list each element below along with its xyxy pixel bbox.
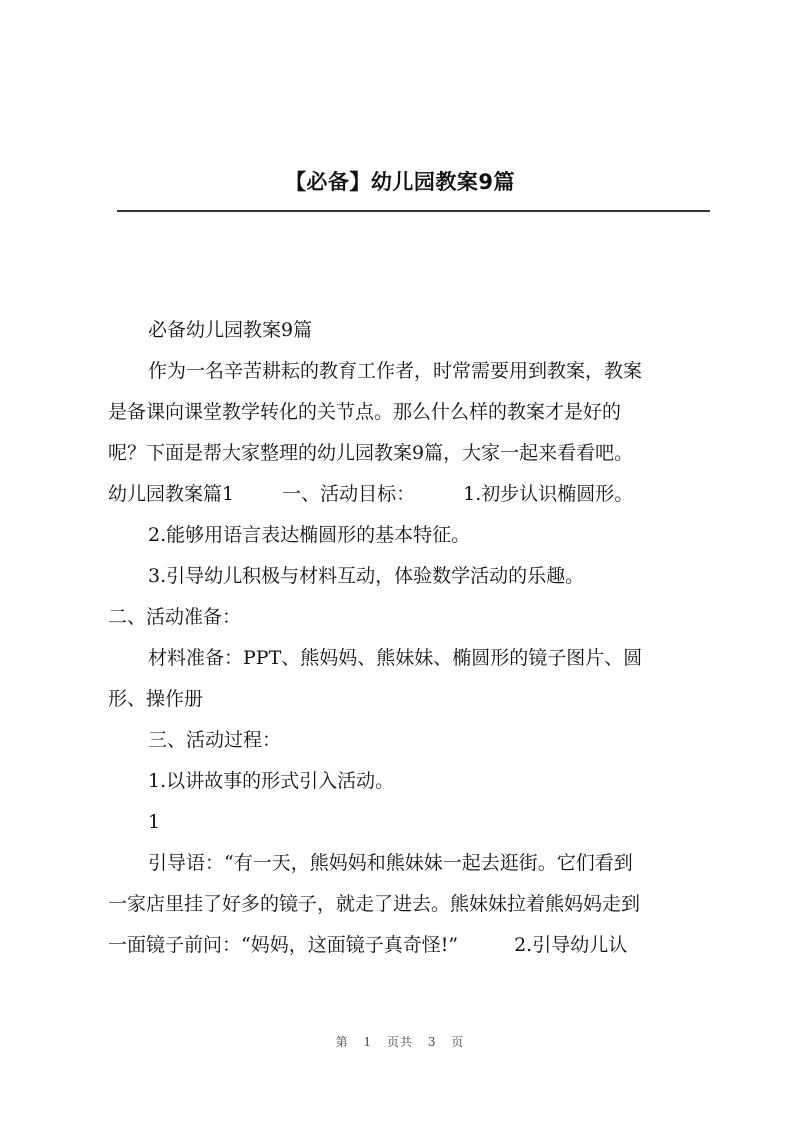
- body-line: 2.引导幼儿认: [514, 934, 628, 956]
- body-line: 1.以讲故事的形式引入活动。: [148, 770, 395, 792]
- footer-page-word: 第: [335, 1035, 349, 1049]
- body-line-split: [108, 927, 712, 968]
- body-line: 2.能够用语言表达椭圆形的基本特征。: [148, 524, 471, 546]
- body-line: 材料准备：PPT、熊妈妈、熊妹妹、椭圆形的镜子图片、圆: [148, 647, 643, 669]
- lesson-heading: 幼儿园教案篇1: [108, 483, 235, 505]
- body-line: 引导语：“有一天，熊妈妈和熊妹妹一起去逛街。它们看到: [148, 852, 633, 874]
- section-heading: 一、活动目标：: [282, 483, 416, 505]
- body-line: 是备课向课堂教学转化的关节点。那么什么样的教案才是好的: [108, 401, 622, 423]
- title-divider: [117, 210, 710, 212]
- footer-page-number: 1: [363, 1035, 373, 1049]
- body-line: 呢？下面是帮大家整理的幼儿园教案9篇，大家一起来看看吧。: [108, 442, 634, 464]
- document-body: [108, 312, 712, 968]
- body-line: 作为一名辛苦耕耘的教育工作者，时常需要用到教案，教案: [148, 360, 643, 382]
- body-line: 必备幼儿园教案9篇: [148, 319, 313, 341]
- section-heading: 三、活动过程：: [148, 729, 282, 751]
- footer-total-pages: 3: [427, 1035, 437, 1049]
- section-heading: 二、活动准备：: [108, 606, 242, 628]
- body-line: 一面镜子前问：“妈妈，这面镜子真奇怪!”: [108, 934, 459, 956]
- body-line: 1.初步认识椭圆形。: [463, 483, 634, 505]
- page-footer: [0, 1033, 800, 1050]
- body-line: 3.引导幼儿积极与材料互动，体验数学活动的乐趣。: [148, 565, 585, 587]
- body-line-headings: [108, 476, 712, 517]
- document-title: 【必备】幼儿园教案9篇: [284, 170, 516, 194]
- body-line: 形、操作册: [108, 688, 204, 710]
- body-line: 一家店里挂了好多的镜子，就走了进去。熊妹妹拉着熊妈妈走到: [108, 893, 641, 915]
- footer-of-word: 页共: [386, 1035, 413, 1049]
- footer-page-unit: 页: [451, 1035, 465, 1049]
- inline-page-number: 1: [148, 811, 161, 833]
